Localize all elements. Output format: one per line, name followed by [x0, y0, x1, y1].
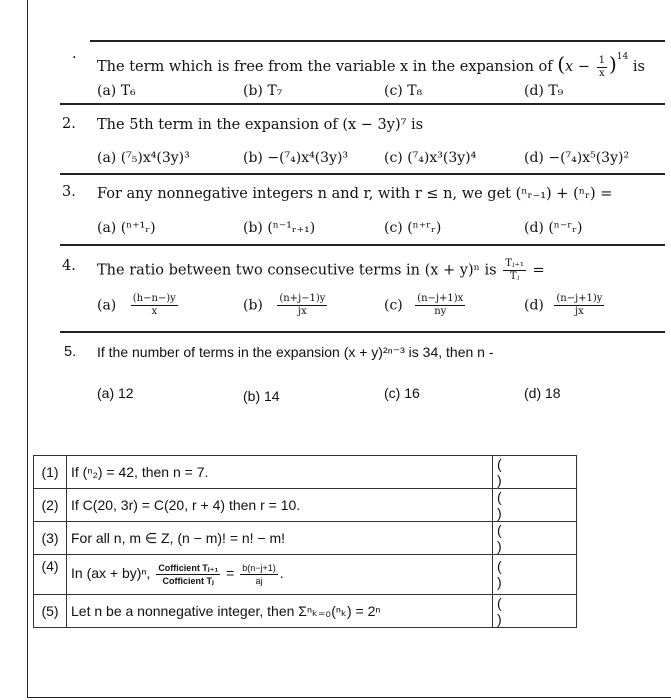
option-d[interactable]: (d) $\frac{(n-j+1)y}{jx}$ — [524, 293, 603, 317]
rule-q4 — [60, 331, 665, 333]
table-row — [34, 456, 577, 489]
option-b[interactable]: (b) (ⁿ⁻¹ᵣ₊₁) — [243, 220, 316, 236]
statements-table — [33, 455, 577, 628]
question-stem: The ratio between two consecutive terms in (x + y)ⁿ is $\frac{\text{Tⱼ₊₁}}{\text{Tⱼ}}$ = — [97, 258, 545, 282]
answer-box[interactable]: () — [493, 456, 577, 489]
option-d[interactable]: (d) −(⁷₄)x⁵(3y)² — [524, 150, 630, 166]
rule-q2 — [60, 173, 665, 175]
rule-q1 — [60, 103, 665, 105]
table-row — [34, 489, 577, 522]
table-row — [34, 555, 577, 595]
question-stem: If the number of terms in the expansion (x + y)²ⁿ⁻³ is 34, then n - — [97, 344, 494, 360]
option-b[interactable]: (b) −(⁷₄)x⁴(3y)³ — [243, 150, 349, 166]
question-stem: The 5th term in the expansion of (x − 3y)⁷ is — [97, 117, 424, 133]
question-number: 2. — [62, 116, 76, 132]
option-c[interactable]: (c) (⁷₄)x³(3y)⁴ — [384, 150, 477, 166]
option-a[interactable]: (a) (⁷₅)x⁴(3y)³ — [97, 150, 190, 166]
rule-top — [90, 40, 665, 42]
option-d[interactable]: (d) 18 — [524, 385, 561, 401]
answer-box[interactable]: () — [493, 522, 577, 555]
page-bottom-border — [27, 697, 671, 698]
statement-text: In (ax + by)ⁿ, $\frac{\text{Cofficient Tⱼ₊₁}}{\text{Cofficient Tⱼ}}$ = $\frac{b(n-j+1)}{aj}$ . — [67, 555, 493, 595]
option-a[interactable]: (a) (ⁿ⁺¹ᵣ) — [97, 220, 156, 236]
option-a[interactable]: (a) $\frac{(h-n-)y}{x}$ — [97, 293, 176, 317]
question-number: 5. — [64, 344, 77, 360]
option-b[interactable]: (b) $\frac{(n+j-1)y}{jx}$ — [243, 293, 326, 317]
option-c[interactable]: (c) 16 — [384, 385, 420, 401]
statement-index: (4) — [34, 555, 67, 595]
statement-index: (2) — [34, 489, 67, 522]
question-number: 3. — [62, 184, 76, 200]
option-a[interactable]: (a) 12 — [97, 385, 134, 401]
answer-box[interactable]: () — [493, 595, 577, 628]
statement-index: (3) — [34, 522, 67, 555]
statement-text: If C(20, 3r) = C(20, r + 4) then r = 10. — [67, 489, 493, 522]
question-stem: For any nonnegative integers n and r, with r ≤ n, we get (ⁿᵣ₋₁) + (ⁿᵣ) = — [97, 186, 613, 202]
statement-text: For all n, m ∈ Z, (n − m)! = n! − m! — [67, 522, 493, 555]
option-d[interactable]: (d) T₉ — [524, 83, 564, 99]
option-c[interactable]: (c) $\frac{(n-j+1)x}{ny}$ — [384, 293, 464, 317]
table-row — [34, 595, 577, 628]
statement-text: If (ⁿ₂) = 42, then n = 7. — [67, 456, 493, 489]
question-number: · — [72, 50, 77, 66]
page-left-border — [27, 0, 28, 698]
option-b[interactable]: (b) T₇ — [243, 83, 283, 99]
option-d[interactable]: (d) (ⁿ⁻ʳᵣ) — [524, 220, 583, 236]
option-c[interactable]: (c) (ⁿ⁺ʳᵣ) — [384, 220, 442, 236]
option-a[interactable]: (a) T₆ — [97, 83, 136, 99]
option-b[interactable]: (b) 14 — [243, 388, 280, 404]
question-number: 4. — [62, 258, 76, 274]
question-stem: The term which is free from the variable x in the expansion of (x − $\frac{1}{x}$ )$^{14}$ is — [97, 52, 645, 79]
answer-box[interactable]: () — [493, 555, 577, 595]
statement-index: (1) — [34, 456, 67, 489]
answer-box[interactable]: () — [493, 489, 577, 522]
rule-q3 — [60, 244, 665, 246]
statement-index: (5) — [34, 595, 67, 628]
table-row — [34, 522, 577, 555]
option-c[interactable]: (c) T₈ — [384, 83, 423, 99]
statement-text: Let n be a nonnegative integer, then Σⁿₖ₌₀(ⁿₖ) = 2ⁿ — [67, 595, 493, 628]
